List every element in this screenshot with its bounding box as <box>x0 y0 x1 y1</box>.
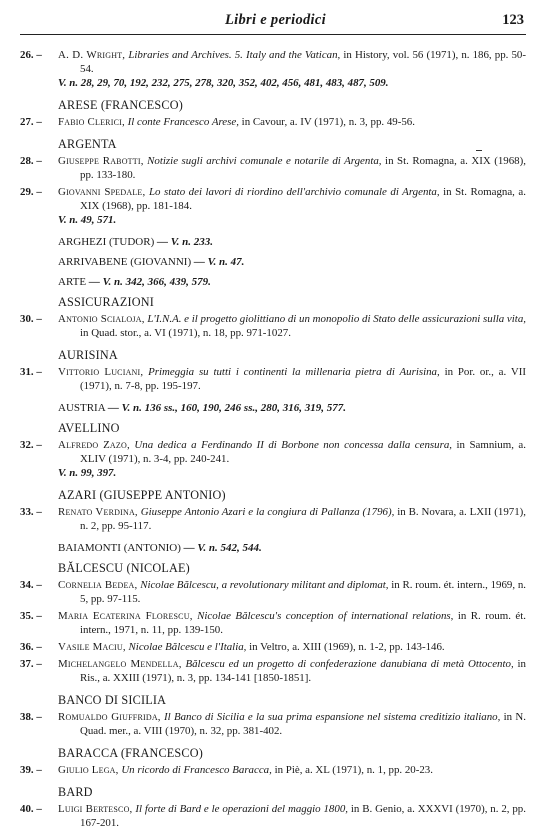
subject-heading-text: AURISINA <box>58 348 118 362</box>
bibliography-entry <box>0 640 550 654</box>
entry-author: Vittorio Luciani, <box>58 366 144 378</box>
entry-source: in N. Quad. mer., a. VIII (1970), n. 32, pp. 381-402. <box>80 711 526 737</box>
entry-text <box>58 505 526 533</box>
subject-heading <box>58 401 526 416</box>
entry-number: 35. – <box>20 610 42 622</box>
subject-heading <box>58 561 526 576</box>
entry-text <box>58 154 526 182</box>
entry-source: in Cavour, a. IV (1971), n. 3, pp. 49-56. <box>241 116 415 128</box>
entry-title: Libraries and Archives. 5. Italy and the Vatican, <box>128 49 341 61</box>
entry-source: in R. roum. ét. intern., 1969, n. 5, pp. 97-115. <box>80 579 526 605</box>
entry-source: in St. Romagna, a. XIX (1968), pp. 181-184. <box>80 186 526 212</box>
cross-reference: — V. n. 342, 366, 439, 579. <box>88 276 211 288</box>
bibliography-entry <box>0 763 550 777</box>
entry-number: 27. – <box>20 116 42 128</box>
entry-author: Giovanni Spedale, <box>58 186 146 198</box>
entry-author: Michelangelo Mendella, <box>58 658 182 670</box>
entry-title: Bălcescu ed un progetto di confederazione danubiana di metà Ottocento, <box>185 658 514 670</box>
subject-heading-text: AUSTRIA <box>58 402 106 414</box>
entry-text <box>58 578 526 606</box>
entry-title: Il forte di Bard e le operazioni del maggio 1800, <box>135 803 348 815</box>
entry-author: Giulio Lega, <box>58 764 119 776</box>
subject-heading-text: ASSICURAZIONI <box>58 295 155 309</box>
subject-heading <box>58 255 526 270</box>
entry-source: in St. Romagna, a. XIX (1968), pp. 133-180. <box>80 155 526 181</box>
entry-source: in Quad. stor., a. VI (1971), n. 18, pp. 971-1027. <box>80 327 291 339</box>
entry-title: Il Banco di Sicilia e la sua prima espansione nel sistema creditizio italiano, <box>164 711 501 723</box>
entry-text <box>58 365 526 393</box>
entry-number: 30. – <box>20 313 42 325</box>
entry-title: Nicolae Bălcescu, a revolutionary militant and diplomat, <box>140 579 389 591</box>
subject-heading <box>58 421 526 436</box>
subject-heading-text: BARACCA (FRANCESCO) <box>58 746 204 760</box>
entry-text <box>58 115 526 129</box>
entry-text <box>58 802 526 830</box>
subject-heading <box>58 275 526 290</box>
entry-text <box>58 48 526 90</box>
entry-source: in Piè, a. XL (1971), n. 1, pp. 20-23. <box>274 764 433 776</box>
subject-heading <box>58 488 526 503</box>
subject-heading-text: BARD <box>58 785 93 799</box>
bibliography-entry <box>0 710 550 738</box>
entry-number: 31. – <box>20 366 42 378</box>
entry-source: in Veltro, a. XIII (1969), n. 1-2, pp. 143-146. <box>249 641 445 653</box>
entry-text <box>58 640 526 654</box>
page-number: 123 <box>502 12 524 28</box>
subject-heading <box>58 785 526 800</box>
entry-source: in Samnium, a. XLIV (1971), n. 3-4, pp. 240-241. <box>80 439 526 465</box>
entry-source: in B. Novara, a. LXII (1971), n. 2, pp. 95-117. <box>80 506 527 532</box>
subject-heading-text: ARRIVABENE (GIOVANNI) <box>58 256 192 268</box>
entry-title: Lo stato dei lavori di riordino dell'archivio comunale di Argenta, <box>148 186 440 198</box>
entry-author: Antonio Scialoja, <box>58 313 145 325</box>
entry-number: 28. – <box>20 155 42 167</box>
entry-number: 29. – <box>20 186 42 198</box>
subject-heading-text: AZARI (GIUSEPPE ANTONIO) <box>58 488 226 502</box>
subject-heading-text: ARGENTA <box>58 137 117 151</box>
see-also-reference: V. n. 28, 29, 70, 192, 232, 275, 278, 320, 352, 402, 456, 481, 483, 487, 509. <box>58 77 389 89</box>
entry-text <box>58 657 526 685</box>
entry-author: A. D. Wright, <box>58 49 126 61</box>
entry-title: Un ricordo di Francesco Baracca, <box>121 764 272 776</box>
entry-author: Alfredo Zazo, <box>58 439 130 451</box>
subject-heading-text: ARGHEZI (TUDOR) <box>58 236 155 248</box>
entry-text <box>58 185 526 227</box>
entry-source: in Ris., a. XXIII (1971), n. 3, pp. 134-141 [1850-1851]. <box>80 658 526 684</box>
subject-heading-text: ARESE (FRANCESCO) <box>58 98 183 112</box>
entry-source: in History, vol. 56 (1971), n. 186, pp. 50-54. <box>80 49 526 75</box>
entry-number: 33. – <box>20 506 42 518</box>
subject-heading <box>58 98 526 113</box>
subject-heading-text: BĂLCESCU (NICOLAE) <box>58 561 190 575</box>
see-also-reference: V. n. 99, 397. <box>58 467 117 479</box>
bibliography-entry <box>0 505 550 533</box>
bibliography-entry <box>0 48 550 90</box>
entry-source: in R. roum. ét. intern., 1971, n. 11, pp. 139-150. <box>80 610 526 636</box>
running-title: Libri e periodici <box>225 12 326 28</box>
entry-title: Notizie sugli archivi comunale e notarile di Argenta, <box>147 155 382 167</box>
entry-number: 39. – <box>20 764 42 776</box>
see-also-reference: V. n. 49, 571. <box>58 214 117 226</box>
subject-heading <box>58 137 526 152</box>
subject-heading <box>58 541 526 556</box>
bibliography-entry <box>0 657 550 685</box>
entry-text <box>58 763 526 777</box>
entry-title: Il conte Francesco Arese, <box>127 116 239 128</box>
cross-reference: — V. n. 233. <box>156 236 214 248</box>
bibliography-entry <box>0 438 550 480</box>
entry-number: 34. – <box>20 579 42 591</box>
subject-heading-text: BAIAMONTI (ANTONIO) <box>58 542 181 554</box>
entry-title: L'I.N.A. e il progetto giolittiano di un monopolio di Stato delle assicurazioni sulla vita, <box>147 313 526 325</box>
bibliography-entry <box>0 154 550 182</box>
entry-text <box>58 609 526 637</box>
subject-heading-text: BANCO DI SICILIA <box>58 693 167 707</box>
entry-text <box>58 710 526 738</box>
bibliography-entry <box>0 365 550 393</box>
bibliography-entry <box>0 185 550 227</box>
entry-title: Primeggia su tutti i continenti la millenaria pietra di Aurisina, <box>148 366 440 378</box>
bibliography-entry <box>0 609 550 637</box>
entry-title: Nicolae Bălcescu e l'Italia, <box>128 641 247 653</box>
entry-number: 40. – <box>20 803 42 815</box>
subject-heading <box>58 295 526 310</box>
entry-author: Vasile Maciu, <box>58 641 126 653</box>
subject-heading-text: AVELLINO <box>58 421 120 435</box>
entry-source: in Por. or., a. VII (1971), n. 7-8, pp. 195-197. <box>80 366 526 392</box>
entry-title: Giuseppe Antonio Azari e la congiura di Pallanza (1796), <box>140 506 395 518</box>
entry-author: Fabio Clerici, <box>58 116 125 128</box>
cross-reference: — V. n. 136 ss., 160, 190, 246 ss., 280, 316, 319, 577. <box>107 402 346 414</box>
cross-reference: — V. n. 47. <box>193 256 245 268</box>
entry-title: Una dedica a Ferdinando II di Borbone non concessa dalla censura, <box>134 439 453 451</box>
bibliography-entry <box>0 312 550 340</box>
subject-heading <box>58 348 526 363</box>
bibliography-entry <box>0 578 550 606</box>
subject-heading-text: ARTE <box>58 276 87 288</box>
cross-reference: — V. n. 542, 544. <box>183 542 262 554</box>
subject-heading <box>58 693 526 708</box>
entry-title: Nicolae Bălcescu's conception of international relations, <box>197 610 454 622</box>
entry-author: Maria Ecaterina Florescu, <box>58 610 193 622</box>
entry-number: 37. – <box>20 658 42 670</box>
entry-author: Renato Verdina, <box>58 506 138 518</box>
entry-author: Romualdo Giuffrida, <box>58 711 161 723</box>
entry-text <box>58 312 526 340</box>
entry-number: 38. – <box>20 711 42 723</box>
bibliography-entry <box>0 802 550 830</box>
bibliography-list <box>0 48 550 833</box>
subject-heading <box>58 235 526 250</box>
entry-author: Luigi Bertesco, <box>58 803 133 815</box>
entry-source: in B. Genio, a. XXXVI (1970), n. 2, pp. 167-201. <box>80 803 526 829</box>
subject-heading <box>58 746 526 761</box>
entry-author: Giuseppe Rabotti, <box>58 155 144 167</box>
entry-number: 32. – <box>20 439 42 451</box>
entry-number: 36. – <box>20 641 42 653</box>
entry-text <box>58 438 526 480</box>
entry-author: Cornelia Bedea, <box>58 579 138 591</box>
bibliography-entry <box>0 115 550 129</box>
running-head <box>20 8 526 35</box>
entry-number: 26. – <box>20 49 42 61</box>
